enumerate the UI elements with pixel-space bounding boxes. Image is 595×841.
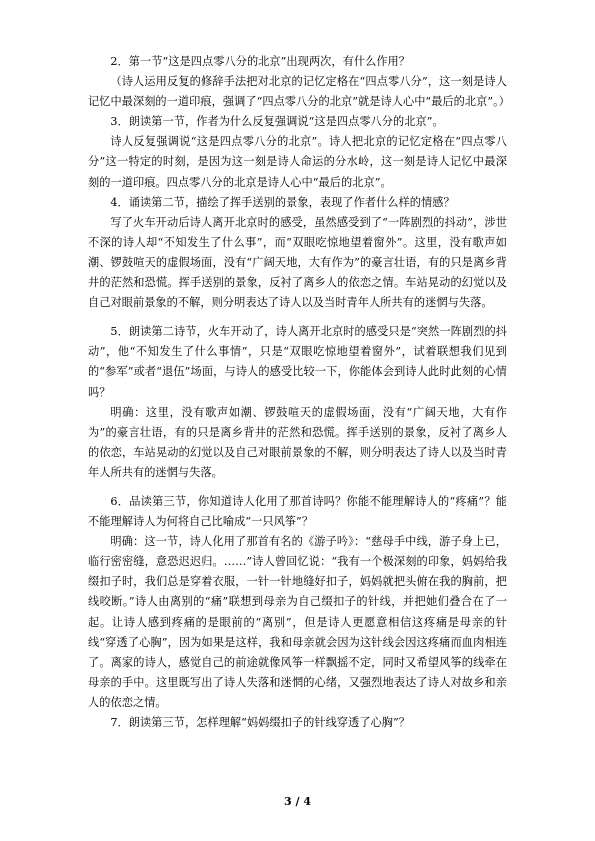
answer-3: 诗人反复强调说“这是四点零八分的北京”。诗人把北京的记忆定格在“四点零八分”这一特定的时刻，是因为这一刻是诗人命运的分水岭，这一刻是诗人记忆中最深刻的一道印痕。四点零八分的北京是诗人心中“最后的北京”。 bbox=[88, 135, 507, 189]
question-5: 5．朗读第二诗节，火车开动了，诗人离开北京时的感受只是“突然一阵剧烈的抖动”，他“不知发生了什么事情”，只是“双眼吃惊地望着窗外”，试着联想我们见到的“参军”或者“退伍”场面，与诗人的感受比较一下，你能体会到诗人此时此刻的心情吗？ bbox=[88, 325, 507, 399]
question-3: 3．朗读第一节，作者为什么反复强调说“这是四点零八分的北京”。 bbox=[110, 115, 444, 129]
answer-2: （诗人运用反复的修辞手法把对北京的记忆定格在“四点零八分”，这一刻是诗人记忆中最深刻的一道印痕，强调了“四点零八分的北京”就是诗人心中“最后的北京”。） bbox=[88, 75, 511, 109]
question-7: 7．朗读第三节，怎样理解“妈妈缀扣子的针线穿透了心胸”？ bbox=[110, 716, 411, 729]
answer-4: 写了火车开动后诗人离开北京时的感受，虽然感受到了“一阵剧烈的抖动”，涉世不深的诗人却“不知发生了什么事”，而“双眼吃惊地望着窗外”。这里，没有歌声如潮、锣鼓喧天的虚假场面，没有“广阔天地，大有作为”的豪言壮语，有的只是离乡背井的茫然和恐慌。挥手送别的景象，反衬了离乡人的依恋之情。车站晃动的幻觉以及自己对眼前景象的不解，则分明表达了诗人以及当时青年人所共有的迷惘与失落。 bbox=[88, 215, 507, 310]
document-body bbox=[88, 52, 511, 733]
answer-5: 明确：这里，没有歌声如潮、锣鼓喧天的虚假场面，没有“广阔天地，大有作为”的豪言壮语，有的只是离乡背井的茫然和恐慌。挥手送别的景象，反衬了离乡人的依恋，车站晃动的幻觉以及自己对眼前景象的不解，则分明表达了诗人以及当时青年人所共有的迷惘与失落。 bbox=[88, 405, 507, 479]
question-6: 6．品读第三节，你知道诗人化用了那首诗吗？你能不能理解诗人的“疼痛”？能不能理解诗人为何将自己比喻成“一只风筝”？ bbox=[88, 494, 507, 529]
question-4: 4．诵读第二节，描绘了挥手送别的景象，表现了作者什么样的情感？ bbox=[110, 195, 455, 209]
question-2: 2．第一节“这是四点零八分的北京”出现两次，有什么作用？ bbox=[110, 55, 411, 68]
page-number: 3 / 4 bbox=[284, 795, 311, 808]
answer-6: 明确：这一节，诗人化用了那首有名的《游子吟》：“慈母手中线，游子身上已，临行密密缝，意恐迟迟归。……”诗人曾回忆说：“我有一个极深刻的印象，妈妈给我缀扣子时，我们总是穿着衣服，一针一针地缝好扣子，妈妈就把头俯在我的胸前，把线咬断。”诗人由离别的“痛”联想到母亲为自己缀扣子的针线，并把她们叠合在了一起。让诗人感到疼痛的是眼前的“离别”，但是诗人更愿意相信这疼痛是母亲的针线“穿透了心胸”，因为如果是这样，我和母亲就会因为这针线会因这疼痛而血肉相连了。离家的诗人，感觉自己的前途就像风筝一样飘摇不定，同时又希望风筝的线牵在母亲的手中。这里既写出了诗人失落和迷惘的心绪，又强烈地表达了诗人对故乡和亲人的依恋之情。 bbox=[88, 535, 507, 709]
